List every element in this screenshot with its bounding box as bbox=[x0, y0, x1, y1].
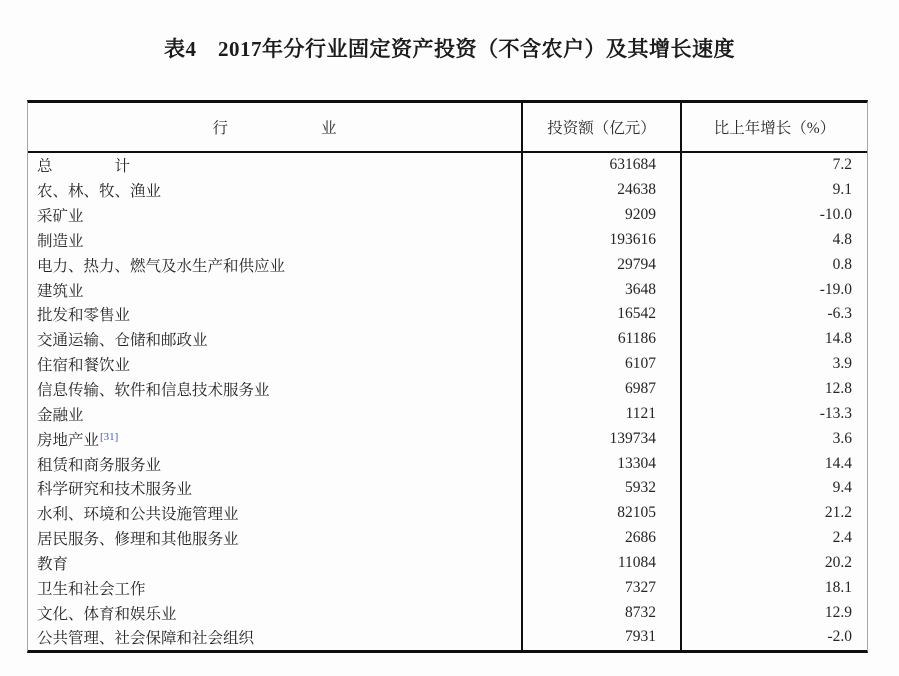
investment-value: 82105 bbox=[521, 501, 680, 526]
investment-value: 29794 bbox=[521, 252, 680, 277]
table-row bbox=[28, 575, 867, 600]
investment-value: 8732 bbox=[521, 600, 680, 625]
industry-cell bbox=[28, 401, 521, 426]
industry-label: 采矿业 bbox=[37, 208, 84, 226]
table-row bbox=[28, 277, 867, 302]
growth-value: 18.1 bbox=[680, 575, 867, 600]
industry-cell bbox=[28, 551, 521, 576]
table-row bbox=[28, 302, 867, 327]
investment-value: 193616 bbox=[521, 228, 680, 253]
table-row bbox=[28, 327, 867, 352]
industry-label: 电力、热力、燃气及水生产和供应业 bbox=[37, 257, 286, 275]
industry-label: 住宿和餐饮业 bbox=[37, 357, 131, 375]
industry-cell bbox=[28, 476, 521, 501]
investment-value: 6107 bbox=[521, 352, 680, 377]
growth-value: 21.2 bbox=[680, 501, 867, 526]
industry-cell bbox=[28, 203, 521, 228]
industry-label: 金融业 bbox=[37, 406, 84, 424]
growth-value: 7.2 bbox=[680, 153, 867, 178]
header-growth: 比上年增长（%） bbox=[680, 103, 867, 151]
growth-value: 9.4 bbox=[680, 476, 867, 501]
growth-value: -2.0 bbox=[680, 625, 867, 650]
table-row bbox=[28, 501, 867, 526]
growth-value: 9.1 bbox=[680, 178, 867, 203]
page-title: 表4 2017年分行业固定资产投资（不含农户）及其增长速度 bbox=[164, 37, 735, 61]
growth-value: 14.4 bbox=[680, 451, 867, 476]
investment-value: 13304 bbox=[521, 451, 680, 476]
investment-value: 3648 bbox=[521, 277, 680, 302]
industry-label: 居民服务、修理和其他服务业 bbox=[37, 531, 239, 549]
table-row bbox=[28, 203, 867, 228]
investment-value: 9209 bbox=[521, 203, 680, 228]
investment-value: 11084 bbox=[521, 551, 680, 576]
table-row bbox=[28, 252, 867, 277]
table-row bbox=[28, 551, 867, 576]
growth-value: -19.0 bbox=[680, 277, 867, 302]
table-row bbox=[28, 600, 867, 625]
industry-cell bbox=[28, 178, 521, 203]
table-row bbox=[28, 401, 867, 426]
industry-cell bbox=[28, 575, 521, 600]
table-row bbox=[28, 228, 867, 253]
growth-value: -6.3 bbox=[680, 302, 867, 327]
table-row bbox=[28, 476, 867, 501]
industry-label: 科学研究和技术服务业 bbox=[37, 481, 193, 499]
growth-value: 3.6 bbox=[680, 426, 867, 451]
industry-label: 交通运输、仓储和邮政业 bbox=[37, 332, 208, 350]
growth-value: 2.4 bbox=[680, 526, 867, 551]
industry-label: 租赁和商务服务业 bbox=[37, 456, 162, 474]
industry-cell bbox=[28, 302, 521, 327]
industry-label: 建筑业 bbox=[37, 282, 84, 300]
table-body bbox=[28, 153, 867, 650]
investment-value: 61186 bbox=[521, 327, 680, 352]
investment-value: 2686 bbox=[521, 526, 680, 551]
industry-cell bbox=[28, 451, 521, 476]
investment-value: 139734 bbox=[521, 426, 680, 451]
industry-label: 信息传输、软件和信息技术服务业 bbox=[37, 382, 270, 400]
industry-label: 水利、环境和公共设施管理业 bbox=[37, 506, 239, 524]
industry-cell bbox=[28, 153, 521, 178]
table-header-row bbox=[28, 103, 867, 153]
table-row bbox=[28, 153, 867, 178]
growth-value: 20.2 bbox=[680, 551, 867, 576]
industry-cell bbox=[28, 600, 521, 625]
investment-value: 6987 bbox=[521, 377, 680, 402]
industry-label: 农、林、牧、渔业 bbox=[37, 183, 162, 201]
growth-value: 0.8 bbox=[680, 252, 867, 277]
table-row bbox=[28, 377, 867, 402]
header-investment: 投资额（亿元） bbox=[521, 103, 680, 151]
investment-value: 5932 bbox=[521, 476, 680, 501]
footnote-link[interactable]: [31] bbox=[100, 431, 119, 444]
industry-label: 总 计 bbox=[37, 158, 131, 176]
growth-value: 14.8 bbox=[680, 327, 867, 352]
industry-cell bbox=[28, 625, 521, 650]
table-row bbox=[28, 526, 867, 551]
industry-cell bbox=[28, 426, 521, 451]
growth-value: 4.8 bbox=[680, 228, 867, 253]
investment-value: 24638 bbox=[521, 178, 680, 203]
industry-label: 卫生和社会工作 bbox=[37, 580, 146, 598]
growth-value: -10.0 bbox=[680, 203, 867, 228]
industry-label: 房地产业 bbox=[37, 431, 100, 449]
investment-table bbox=[27, 100, 868, 653]
growth-value: -13.3 bbox=[680, 401, 867, 426]
investment-value: 631684 bbox=[521, 153, 680, 178]
industry-cell bbox=[28, 252, 521, 277]
table-row bbox=[28, 451, 867, 476]
header-industry: 行 业 bbox=[212, 120, 337, 137]
table-row bbox=[28, 178, 867, 203]
growth-value: 12.9 bbox=[680, 600, 867, 625]
investment-value: 7931 bbox=[521, 625, 680, 650]
investment-value: 1121 bbox=[521, 401, 680, 426]
industry-cell bbox=[28, 352, 521, 377]
industry-cell bbox=[28, 526, 521, 551]
industry-cell bbox=[28, 327, 521, 352]
industry-label: 批发和零售业 bbox=[37, 307, 131, 325]
growth-value: 12.8 bbox=[680, 377, 867, 402]
industry-label: 制造业 bbox=[37, 232, 84, 250]
industry-label: 文化、体育和娱乐业 bbox=[37, 605, 177, 623]
industry-cell bbox=[28, 277, 521, 302]
growth-value: 3.9 bbox=[680, 352, 867, 377]
industry-cell bbox=[28, 228, 521, 253]
industry-cell bbox=[28, 501, 521, 526]
industry-label: 公共管理、社会保障和社会组织 bbox=[37, 630, 255, 648]
investment-value: 16542 bbox=[521, 302, 680, 327]
table-row bbox=[28, 625, 867, 650]
industry-cell bbox=[28, 377, 521, 402]
industry-label: 教育 bbox=[37, 555, 69, 573]
table-row bbox=[28, 426, 867, 451]
table-row bbox=[28, 352, 867, 377]
investment-value: 7327 bbox=[521, 575, 680, 600]
